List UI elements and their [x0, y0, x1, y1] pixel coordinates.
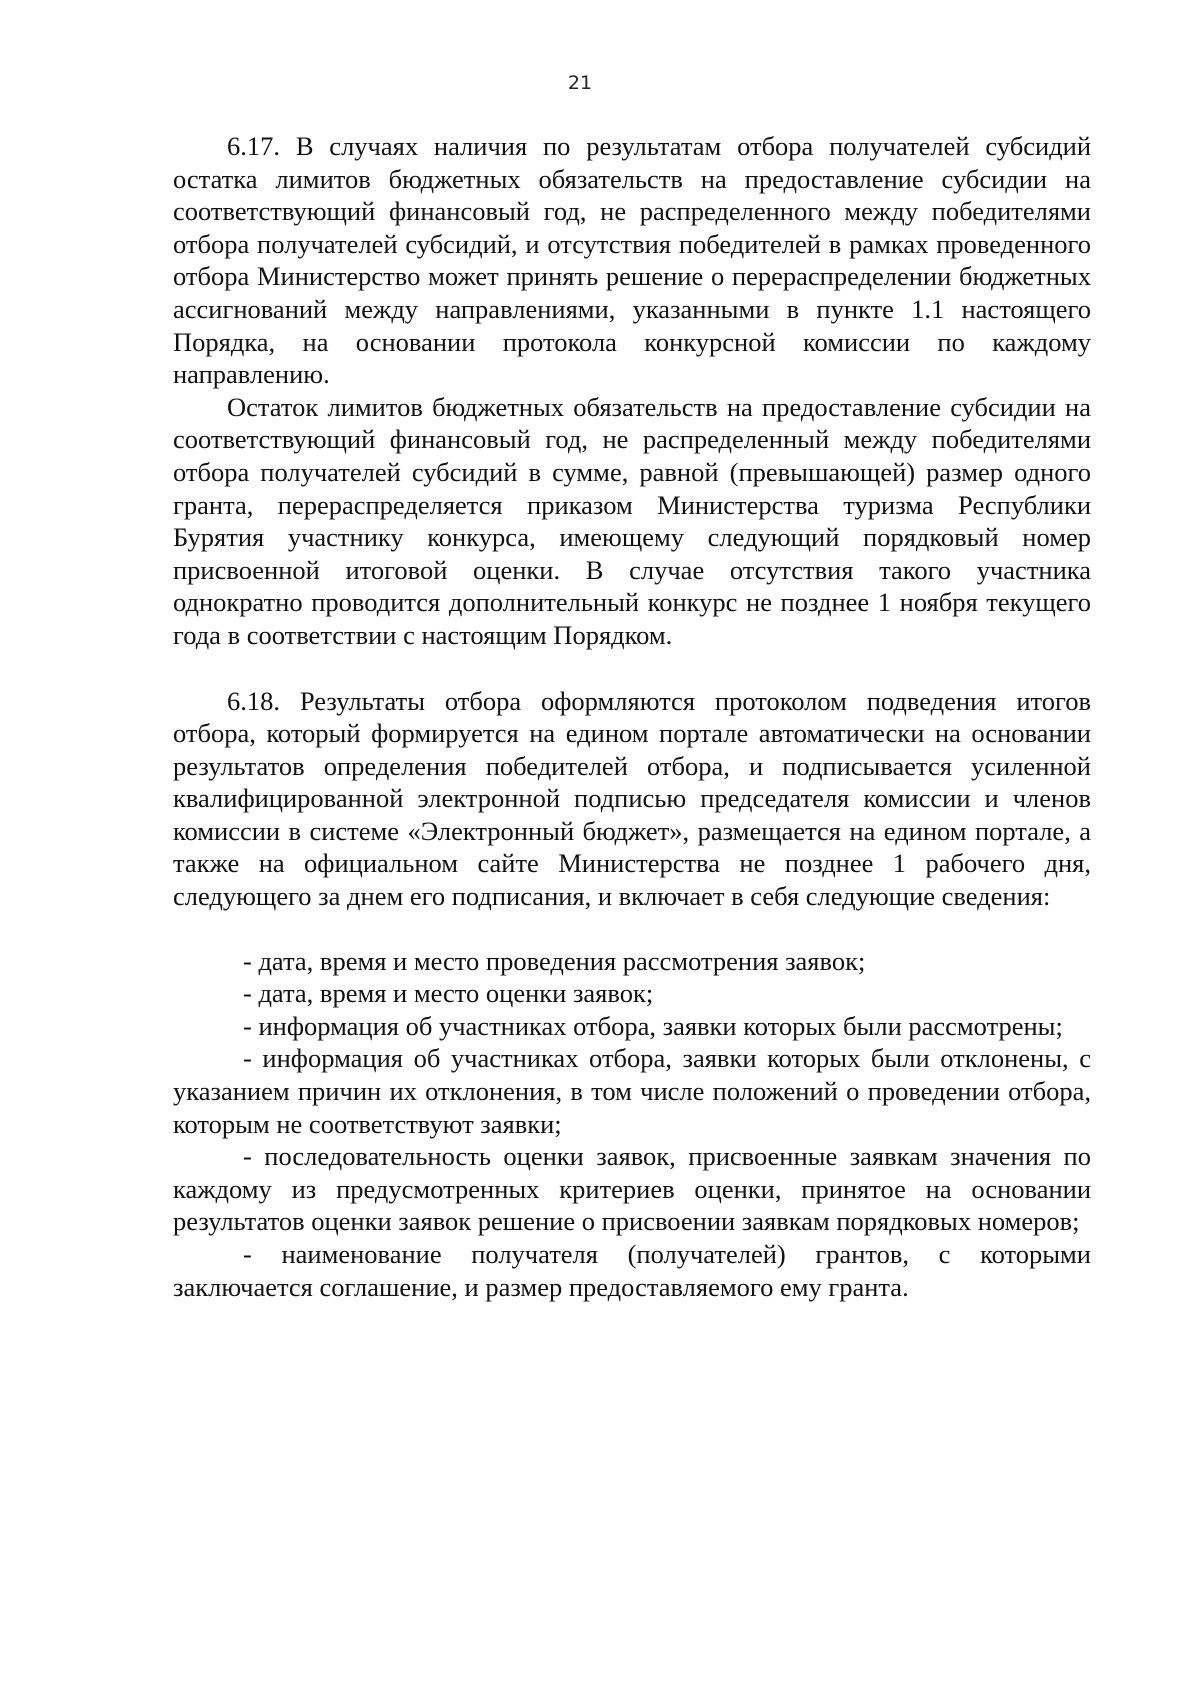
list-item: - дата, время и место оценки заявок;	[243, 978, 654, 1009]
paragraph-6-18: 6.18. Результаты отбора оформляются протоколом подведения итогов отбора, который формируется на едином портале автоматически на основании результатов определения победителей отбора, и подписывается усиленной квалифицированной электронной подписью председателя комиссии и членов комиссии в системе «Электронный бюджет», размещается на едином портале, а также на официальном сайте Министерства не позднее 1 рабочего дня, следующего за днем его подписания, и включает в себя следующие сведения:	[173, 685, 1091, 912]
list-item: - информация об участниках отбора, заявки которых были отклонены, с указанием причин их отклонения, в том числе положений о проведении отбора, которым не соответствуют заявки;	[173, 1043, 1091, 1139]
list-item: - наименование получателя (получателей) грантов, с которыми заключается соглашение, и размер предоставляемого ему гранта.	[173, 1239, 1091, 1302]
paragraph-6-17-continuation: Остаток лимитов бюджетных обязательств на предоставление субсидии на соответствующий финансовый год, не распределенный между победителями отбора получателей субсидий в сумме, равной (превышающей) размер одного гранта, перераспределяется приказом Министерства туризма Республики Бурятия участнику конкурса, имеющему следующий порядковый номер присвоенной итоговой оценки. В случае отсутствия такого участника однократно проводится дополнительный конкурс не позднее 1 ноября текущего года в соответствии с настоящим Порядком.	[173, 391, 1091, 650]
page-number: 21	[567, 72, 593, 94]
list-item: - последовательность оценки заявок, присвоенные заявкам значения по каждому из предусмотренных критериев оценки, принятое на основании результатов оценки заявок решение о присвоении заявкам порядковых номеров;	[173, 1141, 1091, 1237]
paragraph-6-17: 6.17. В случаях наличия по результатам отбора получателей субсидий остатка лимитов бюджетных обязательств на предоставление субсидии на соответствующий финансовый год, не распределенного между победителями отбора получателей субсидий, и отсутствия победителей в рамках проведенного отбора Министерство может принять решение о перераспределении бюджетных ассигнований между направлениями, указанными в пункте 1.1 настоящего Порядка, на основании протокола конкурсной комиссии по каждому направлению.	[173, 131, 1091, 390]
document-body	[173, 130, 1091, 1303]
list-item: - дата, время и место проведения рассмотрения заявок;	[243, 945, 866, 976]
list-item: - информация об участниках отбора, заявки которых были рассмотрены;	[243, 1010, 1063, 1041]
